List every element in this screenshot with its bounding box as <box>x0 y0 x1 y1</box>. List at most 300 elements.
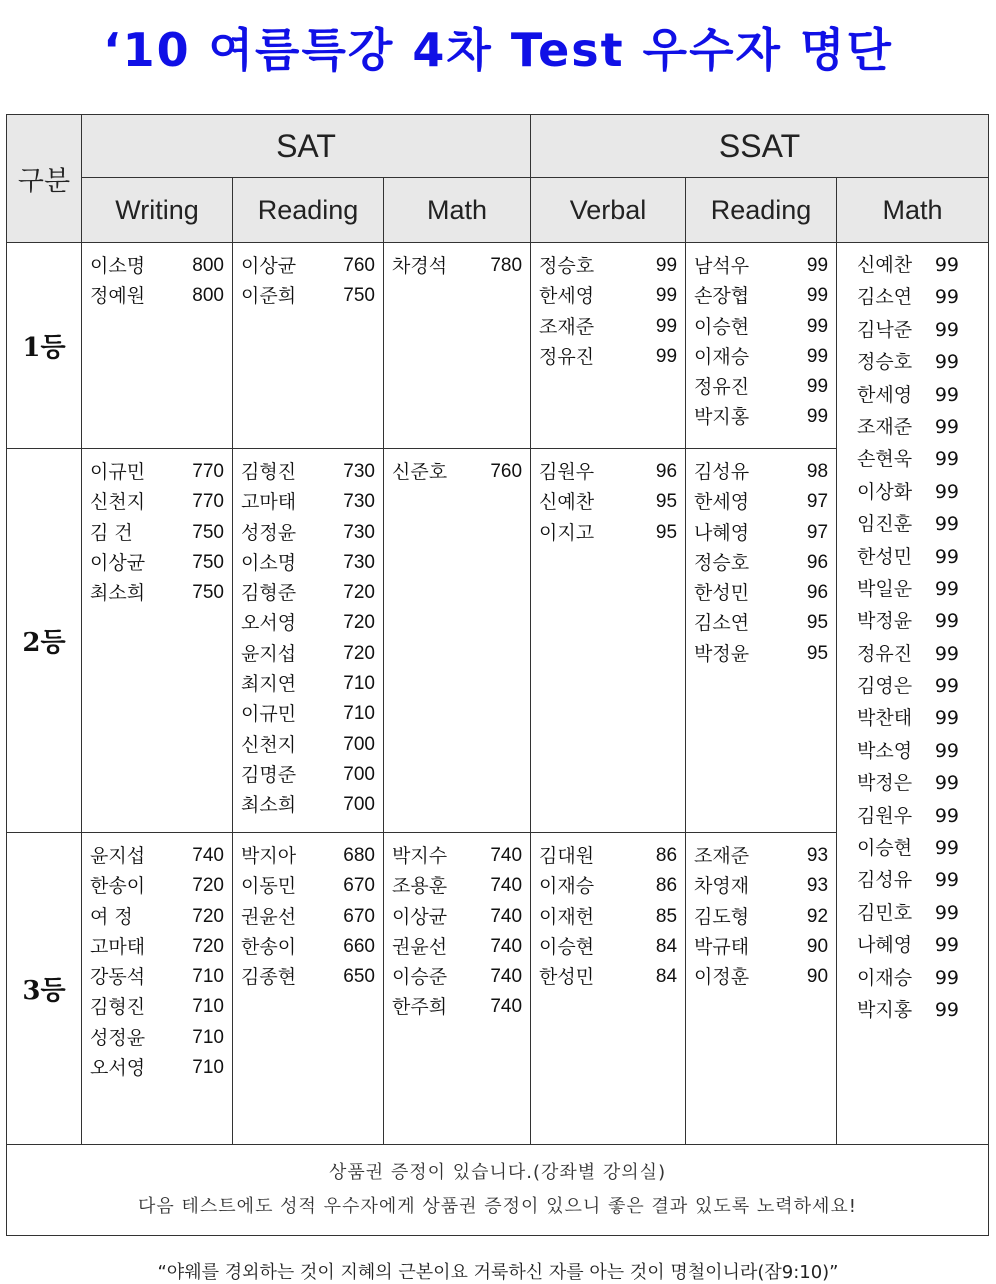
student-name: 이상균 <box>392 905 448 928</box>
student-score: 710 <box>192 996 224 1018</box>
list-item <box>90 281 224 311</box>
footer-line-2: 다음 테스트에도 성적 우수자에게 상품권 증정이 있으니 좋은 결과 있도록 노력하세요! <box>138 1196 858 1217</box>
student-score: 780 <box>490 255 523 276</box>
rank2-verbal-list <box>531 449 685 548</box>
student-score: 90 <box>806 966 829 988</box>
student-name: 박정은 <box>857 772 913 795</box>
list-item <box>241 457 375 487</box>
rank3-writing-list <box>82 833 232 1083</box>
student-name: 조재준 <box>694 845 750 867</box>
list-item <box>857 735 959 767</box>
student-score: 750 <box>343 285 375 307</box>
list-item <box>241 608 375 638</box>
student-name: 신천지 <box>90 491 146 514</box>
student-score: 730 <box>343 551 375 573</box>
student-name: 한세영 <box>694 491 750 514</box>
results-table <box>6 114 989 1236</box>
list-item <box>857 864 959 896</box>
student-name: 정유진 <box>694 376 750 399</box>
list-item <box>857 929 959 961</box>
list-item <box>857 670 959 702</box>
student-name: 성정윤 <box>241 521 297 544</box>
student-name: 이동민 <box>241 875 297 898</box>
list-item <box>392 992 522 1022</box>
rank2-ssat-reading-list <box>686 449 836 669</box>
list-item <box>392 902 522 932</box>
student-score: 96 <box>806 551 829 573</box>
student-name: 이지고 <box>539 521 595 544</box>
list-item <box>857 379 959 411</box>
list-item <box>539 902 677 932</box>
list-item <box>694 578 828 608</box>
student-score: 800 <box>192 285 224 307</box>
student-name: 최지연 <box>241 673 297 696</box>
student-score: 99 <box>934 383 960 406</box>
list-item <box>857 897 959 929</box>
header-sat: SAT <box>82 115 531 178</box>
student-name: 이상균 <box>90 551 146 574</box>
student-name: 조재준 <box>857 415 913 438</box>
list-item <box>694 487 828 517</box>
student-name: 김형진 <box>241 461 297 483</box>
list-item <box>694 932 828 962</box>
list-item <box>857 800 959 832</box>
list-item <box>694 281 828 311</box>
student-name: 김 건 <box>90 521 133 544</box>
student-score: 700 <box>343 794 375 816</box>
list-item <box>90 932 224 962</box>
student-name: 박지수 <box>392 845 448 867</box>
student-score: 99 <box>934 934 960 957</box>
student-name: 이승현 <box>857 837 913 860</box>
student-score: 86 <box>655 845 678 866</box>
rank1-reading-list <box>233 243 383 312</box>
student-score: 750 <box>192 582 224 604</box>
student-score: 99 <box>806 285 829 307</box>
student-score: 99 <box>934 998 960 1021</box>
student-score: 700 <box>343 733 375 755</box>
student-name: 김도형 <box>694 905 750 928</box>
student-name: 김영은 <box>857 675 913 698</box>
student-score: 710 <box>192 1026 224 1048</box>
student-name: 박지홍 <box>694 406 750 429</box>
list-item <box>90 992 224 1022</box>
student-score: 710 <box>343 703 375 725</box>
list-item <box>241 281 375 311</box>
list-item <box>694 871 828 901</box>
student-score: 720 <box>192 905 224 927</box>
rank3-math-list <box>384 833 530 1023</box>
list-item <box>857 605 959 637</box>
student-score: 710 <box>343 673 375 695</box>
student-name: 한성민 <box>539 966 595 989</box>
student-name: 김성유 <box>857 869 913 892</box>
student-score: 90 <box>806 935 829 957</box>
student-name: 김소연 <box>857 286 913 309</box>
student-name: 정유진 <box>539 345 595 368</box>
student-score: 730 <box>343 491 375 513</box>
student-name: 윤지섭 <box>90 845 146 867</box>
student-name: 신예찬 <box>539 491 595 514</box>
student-score: 770 <box>192 491 224 513</box>
student-score: 93 <box>806 875 829 897</box>
list-item <box>539 281 677 311</box>
list-item <box>694 639 828 669</box>
student-score: 99 <box>934 286 960 309</box>
student-score: 99 <box>934 837 960 860</box>
student-score: 720 <box>343 612 375 634</box>
student-score: 99 <box>934 707 960 730</box>
list-item <box>857 281 959 313</box>
student-score: 730 <box>343 521 375 543</box>
list-item <box>857 314 959 346</box>
student-name: 최소희 <box>241 794 297 817</box>
student-name: 정예원 <box>90 285 146 308</box>
list-item <box>857 508 959 540</box>
student-name: 고마태 <box>241 491 297 514</box>
student-score: 99 <box>655 345 678 367</box>
student-score: 95 <box>806 612 829 634</box>
student-name: 이소명 <box>241 551 297 574</box>
student-score: 99 <box>934 610 960 633</box>
student-name: 한세영 <box>857 383 913 406</box>
list-item <box>392 871 522 901</box>
student-score: 99 <box>934 642 960 665</box>
student-score: 740 <box>490 875 523 897</box>
list-item <box>539 312 677 342</box>
student-name: 조재준 <box>539 315 595 338</box>
header-gubun: 구분 <box>7 115 82 243</box>
list-item <box>694 342 828 372</box>
student-score: 86 <box>655 875 678 897</box>
list-item <box>241 251 375 281</box>
student-score: 750 <box>192 551 224 573</box>
student-score: 700 <box>343 763 375 785</box>
student-name: 이상화 <box>857 480 913 503</box>
student-score: 660 <box>343 935 375 957</box>
student-score: 710 <box>192 1057 224 1079</box>
student-name: 이소명 <box>90 255 146 277</box>
student-score: 99 <box>934 901 960 924</box>
rank1-ssat-reading-list <box>686 243 836 433</box>
student-score: 740 <box>490 905 523 927</box>
list-item <box>694 251 828 281</box>
student-name: 이재승 <box>857 966 913 989</box>
student-score: 750 <box>192 521 224 543</box>
student-name: 이재승 <box>694 345 750 368</box>
list-item <box>539 841 677 871</box>
student-name: 성정윤 <box>90 1026 146 1049</box>
rank2-writing-list <box>82 449 232 608</box>
student-name: 신천지 <box>241 733 297 756</box>
student-name: 윤지섭 <box>241 642 297 665</box>
student-score: 99 <box>934 415 960 438</box>
rank1-verbal-list <box>531 243 685 372</box>
student-name: 김명준 <box>241 763 297 786</box>
student-name: 차영재 <box>694 875 750 898</box>
student-score: 650 <box>343 966 375 988</box>
student-score: 770 <box>192 461 224 482</box>
student-name: 강동석 <box>90 966 146 989</box>
student-score: 92 <box>806 905 829 927</box>
student-score: 95 <box>655 491 678 513</box>
student-score: 96 <box>806 582 829 604</box>
student-name: 나혜영 <box>694 521 750 544</box>
student-name: 김형준 <box>241 582 297 605</box>
student-score: 84 <box>655 966 678 988</box>
list-item <box>857 962 959 994</box>
list-item <box>392 962 522 992</box>
student-name: 이승현 <box>694 315 750 338</box>
list-item <box>90 487 224 517</box>
rank3-verbal-list <box>531 833 685 992</box>
student-score: 740 <box>490 996 523 1018</box>
student-score: 720 <box>343 582 375 604</box>
rank1-math-list <box>384 243 530 281</box>
list-item <box>694 608 828 638</box>
student-name: 정승호 <box>539 255 595 277</box>
list-item <box>539 342 677 372</box>
list-item <box>241 790 375 820</box>
student-score: 99 <box>934 966 960 989</box>
student-name: 한주희 <box>392 996 448 1019</box>
list-item <box>694 841 828 871</box>
student-score: 85 <box>655 905 678 927</box>
student-name: 김소연 <box>694 612 750 635</box>
list-item <box>241 518 375 548</box>
student-name: 한세영 <box>539 285 595 308</box>
student-name: 이승준 <box>392 966 448 989</box>
student-score: 99 <box>934 577 960 600</box>
student-name: 임진훈 <box>857 513 913 536</box>
header-sat-reading: Reading <box>233 178 384 243</box>
rank-1-label: 1등 <box>7 243 82 449</box>
student-score: 97 <box>806 521 829 543</box>
list-item <box>90 1023 224 1053</box>
student-name: 한성민 <box>694 582 750 605</box>
list-item <box>241 639 375 669</box>
list-item <box>392 251 522 281</box>
list-item <box>694 372 828 402</box>
student-name: 한성민 <box>857 545 913 568</box>
list-item <box>694 518 828 548</box>
student-name: 박소영 <box>857 739 913 762</box>
student-name: 신준호 <box>392 461 448 483</box>
student-name: 김형진 <box>90 996 146 1019</box>
list-item <box>857 573 959 605</box>
student-name: 손장협 <box>694 285 750 308</box>
student-name: 정승호 <box>694 551 750 574</box>
list-item <box>90 548 224 578</box>
student-name: 이재승 <box>539 875 595 898</box>
list-item <box>694 312 828 342</box>
student-score: 99 <box>934 480 960 503</box>
student-score: 720 <box>343 642 375 664</box>
student-score: 99 <box>806 255 829 276</box>
student-score: 93 <box>806 845 829 866</box>
student-score: 99 <box>806 376 829 398</box>
student-name: 박일운 <box>857 577 913 600</box>
list-item <box>857 832 959 864</box>
student-score: 98 <box>806 461 829 482</box>
list-item <box>241 669 375 699</box>
student-name: 이정훈 <box>694 966 750 989</box>
student-score: 99 <box>655 255 678 276</box>
student-score: 99 <box>934 804 960 827</box>
student-name: 박지아 <box>241 845 297 867</box>
list-item <box>241 548 375 578</box>
student-score: 99 <box>934 545 960 568</box>
student-name: 여 정 <box>90 905 133 928</box>
student-name: 조용훈 <box>392 875 448 898</box>
student-name: 박정윤 <box>694 642 750 665</box>
list-item <box>90 871 224 901</box>
student-name: 오서영 <box>241 612 297 635</box>
list-item <box>241 962 375 992</box>
rank2-reading-list <box>233 449 383 821</box>
student-score: 84 <box>655 935 678 957</box>
list-item <box>90 841 224 871</box>
list-item <box>241 841 375 871</box>
rank-3-label: 3등 <box>7 833 82 1145</box>
footer-notice <box>7 1145 989 1236</box>
student-name: 남석우 <box>694 255 750 277</box>
list-item <box>694 402 828 432</box>
student-score: 99 <box>934 318 960 341</box>
student-score: 96 <box>655 461 678 482</box>
student-score: 99 <box>934 739 960 762</box>
list-item <box>90 457 224 487</box>
student-score: 740 <box>490 966 523 988</box>
student-score: 99 <box>806 345 829 367</box>
student-name: 이재헌 <box>539 905 595 928</box>
student-score: 99 <box>806 406 829 428</box>
list-item <box>857 346 959 378</box>
list-item <box>241 760 375 790</box>
list-item <box>539 871 677 901</box>
list-item <box>857 443 959 475</box>
student-name: 이승현 <box>539 935 595 958</box>
student-name: 이준희 <box>241 285 297 308</box>
student-name: 차경석 <box>392 255 448 277</box>
student-name: 김원우 <box>857 804 913 827</box>
student-name: 김낙준 <box>857 318 913 341</box>
student-score: 99 <box>934 869 960 892</box>
student-score: 740 <box>490 935 523 957</box>
list-item <box>241 902 375 932</box>
student-score: 99 <box>934 772 960 795</box>
student-name: 박찬태 <box>857 707 913 730</box>
student-score: 95 <box>806 642 829 664</box>
footer-line-1: 상품권 증정이 있습니다.(강좌별 강의실) <box>328 1162 667 1183</box>
student-name: 김민호 <box>857 901 913 924</box>
list-item <box>694 902 828 932</box>
list-item <box>241 730 375 760</box>
list-item <box>241 487 375 517</box>
student-name: 권윤선 <box>392 935 448 958</box>
header-ssat: SSAT <box>531 115 989 178</box>
header-ssat-reading: Reading <box>686 178 837 243</box>
header-sat-writing: Writing <box>82 178 233 243</box>
student-name: 한송이 <box>241 935 297 958</box>
student-name: 이상균 <box>241 255 297 277</box>
list-item <box>90 518 224 548</box>
rank-2-label: 2등 <box>7 449 82 833</box>
list-item <box>392 457 522 487</box>
bible-verse: “야웨를 경외하는 것이 지혜의 근본이요 거룩하신 자를 아는 것이 명철이니라(잠9:10)” <box>157 1262 839 1283</box>
list-item <box>241 699 375 729</box>
student-name: 고마태 <box>90 935 146 958</box>
student-score: 740 <box>490 845 523 866</box>
list-item <box>241 871 375 901</box>
student-name: 한송이 <box>90 875 146 898</box>
student-score: 710 <box>192 966 224 988</box>
list-item <box>539 518 677 548</box>
header-ssat-verbal: Verbal <box>531 178 686 243</box>
list-item <box>539 457 677 487</box>
rank2-math-list <box>384 449 530 487</box>
list-item <box>539 251 677 281</box>
student-name: 신예찬 <box>857 254 913 276</box>
list-item <box>539 487 677 517</box>
student-score: 99 <box>655 315 678 337</box>
student-score: 99 <box>934 254 960 276</box>
student-score: 99 <box>806 315 829 337</box>
student-name: 이규민 <box>241 703 297 726</box>
list-item <box>857 702 959 734</box>
list-item <box>90 902 224 932</box>
list-item <box>694 962 828 992</box>
student-score: 740 <box>192 845 224 866</box>
list-item <box>241 578 375 608</box>
student-score: 800 <box>192 255 224 276</box>
list-item <box>857 541 959 573</box>
student-name: 나혜영 <box>857 934 913 957</box>
student-name: 박지홍 <box>857 998 913 1021</box>
list-item <box>90 1053 224 1083</box>
rank1-writing-list <box>82 243 232 312</box>
rank3-reading-list <box>233 833 383 992</box>
rank3-ssat-reading-list <box>686 833 836 992</box>
student-score: 730 <box>343 461 375 482</box>
list-item <box>392 932 522 962</box>
list-item <box>392 841 522 871</box>
student-name: 권윤선 <box>241 905 297 928</box>
list-item <box>857 249 959 281</box>
list-item <box>90 251 224 281</box>
list-item <box>241 932 375 962</box>
student-name: 김종현 <box>241 966 297 989</box>
student-name: 김성유 <box>694 461 750 483</box>
student-name: 정승호 <box>857 351 913 374</box>
list-item <box>694 457 828 487</box>
student-name: 김대원 <box>539 845 595 867</box>
student-name: 박규태 <box>694 935 750 958</box>
student-score: 97 <box>806 491 829 513</box>
student-score: 720 <box>192 875 224 897</box>
student-score: 99 <box>934 351 960 374</box>
list-item <box>857 767 959 799</box>
list-item <box>539 962 677 992</box>
student-score: 680 <box>343 845 375 866</box>
list-item <box>539 932 677 962</box>
student-score: 760 <box>490 461 523 482</box>
student-name: 김원우 <box>539 461 595 483</box>
student-score: 99 <box>655 285 678 307</box>
student-name: 정유진 <box>857 642 913 665</box>
student-score: 95 <box>655 521 678 543</box>
student-name: 오서영 <box>90 1057 146 1080</box>
